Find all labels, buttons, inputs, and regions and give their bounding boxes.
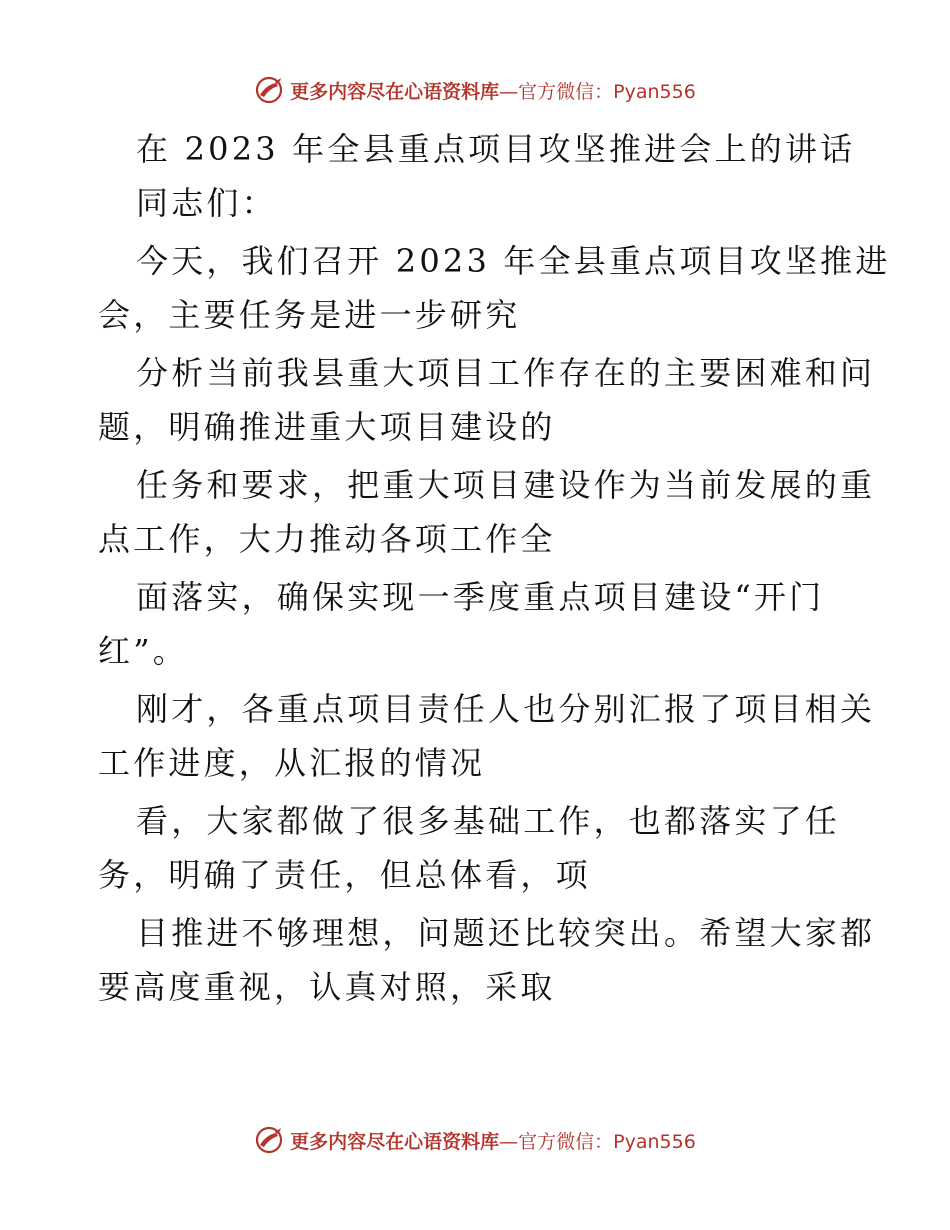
salutation: 同志们： [136, 184, 277, 222]
paragraph-line: 刚才，各重点项目责任人也分别汇报了项目相关 [136, 690, 876, 728]
banner-main-text: 更多内容尽在心语资料库 [290, 1130, 500, 1153]
paragraph-line: 会，主要任务是进一步研究 [98, 296, 521, 334]
banner-text [290, 1127, 696, 1154]
paragraph-line: 要高度重视，认真对照，采取 [98, 968, 556, 1006]
paragraph-line: 看，大家都做了很多基础工作，也都落实了任 [136, 802, 841, 840]
banner-dash: — [499, 1130, 519, 1153]
paragraph-line: 任务和要求，把重大项目建设作为当前发展的重 [136, 466, 876, 504]
banner-dash: — [499, 80, 519, 103]
banner-text [290, 77, 696, 104]
paragraph-line: 点工作，大力推动各项工作全 [98, 520, 556, 558]
paragraph-line: 题，明确推进重大项目建设的 [98, 408, 556, 446]
footer-banner [0, 1120, 950, 1160]
hand-with-pen-logo-icon [254, 1125, 284, 1155]
hand-with-pen-logo-icon [254, 75, 284, 105]
paragraph-line: 红”。 [98, 632, 188, 670]
paragraph-line: 目推进不够理想，问题还比较突出。希望大家都 [136, 914, 876, 952]
document-body [98, 122, 891, 1014]
banner-contact-text: 官方微信：Pyan556 [518, 80, 696, 103]
paragraph-line: 工作进度，从汇报的情况 [98, 744, 486, 782]
banner-contact-text: 官方微信：Pyan556 [518, 1130, 696, 1153]
paragraph-line: 今天，我们召开 2023 年全县重点项目攻坚推进 [136, 242, 891, 280]
banner-main-text: 更多内容尽在心语资料库 [290, 80, 500, 103]
document-title: 在 2023 年全县重点项目攻坚推进会上的讲话 [136, 130, 856, 168]
header-banner [0, 70, 950, 110]
paragraph-line: 分析当前我县重大项目工作存在的主要困难和问 [136, 354, 876, 392]
paragraph-line: 务，明确了责任，但总体看，项 [98, 856, 591, 894]
paragraph-line: 面落实，确保实现一季度重点项目建设“开门 [136, 578, 825, 616]
